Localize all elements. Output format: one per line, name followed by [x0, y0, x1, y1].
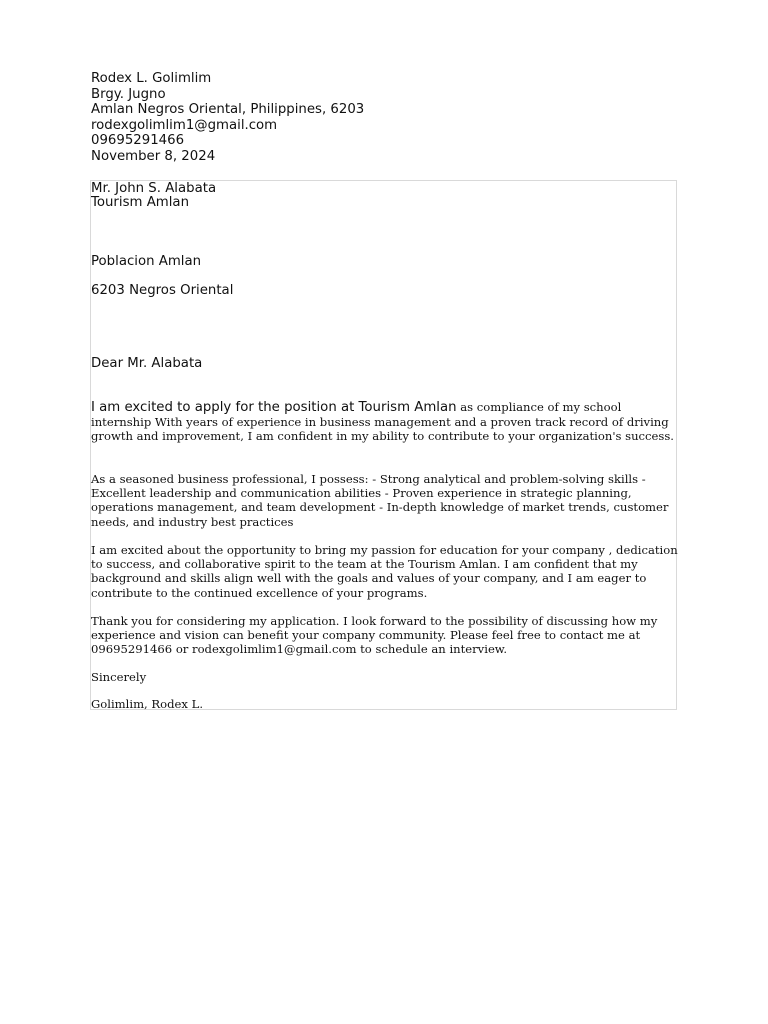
letter-body-frame	[90, 180, 677, 710]
body-paragraph-3: I am excited about the opportunity to bring my passion for education for your company , dedication to success, and collaborative spirit to the team at the Tourism Amlan. I am confident that my background and skills align well with the goals and values of your company, and I am eager to contribute to the continued excellence of your programs.	[91, 543, 678, 600]
salutation: Dear Mr. Alabata	[91, 356, 203, 371]
body-paragraph-1-rest: as compliance of my school internship With years of experience in business management and a proven track record of driving growth and improvement, I am confident in my ability to contribute to your organization's success.	[91, 400, 674, 444]
closing: Sincerely	[91, 670, 147, 684]
sender-block	[91, 71, 364, 164]
sender-address: Amlan Negros Oriental, Philippines, 6203	[91, 102, 365, 117]
recipient-organization: Tourism Amlan	[91, 195, 190, 210]
recipient-street: Poblacion Amlan	[91, 254, 202, 269]
sender-barangay: Brgy. Jugno	[91, 86, 166, 102]
body-paragraph-1-lead: I am excited to apply for the position at Tourism Amlan	[91, 400, 457, 415]
body-paragraph-2: As a seasoned business professional, I possess: - Strong analytical and problem-solving skills - Excellent leadership and communication abilities - Proven experience in strategic planning, operations management, and team development - In-depth knowledge of market trends, customer needs, and industry best practices	[91, 472, 669, 529]
sender-name: Rodex L. Golimlim	[91, 71, 212, 86]
signature: Golimlim, Rodex L.	[91, 697, 204, 711]
recipient-city: 6203 Negros Oriental	[91, 283, 234, 298]
body-paragraph-1	[91, 400, 678, 444]
sender-phone: 09695291466	[91, 133, 185, 148]
sender-email: rodexgolimlim1@gmail.com	[91, 117, 278, 133]
body-paragraph-4: Thank you for considering my application. I look forward to the possibility of discussing how my experience and vision can benefit your company community. Please feel free to contact me at 09695291466 or rodexgolimlim1@gmail.com to schedule an interview.	[91, 614, 658, 657]
recipient-name: Mr. John S. Alabata	[91, 181, 217, 196]
letter-date: November 8, 2024	[91, 148, 216, 164]
